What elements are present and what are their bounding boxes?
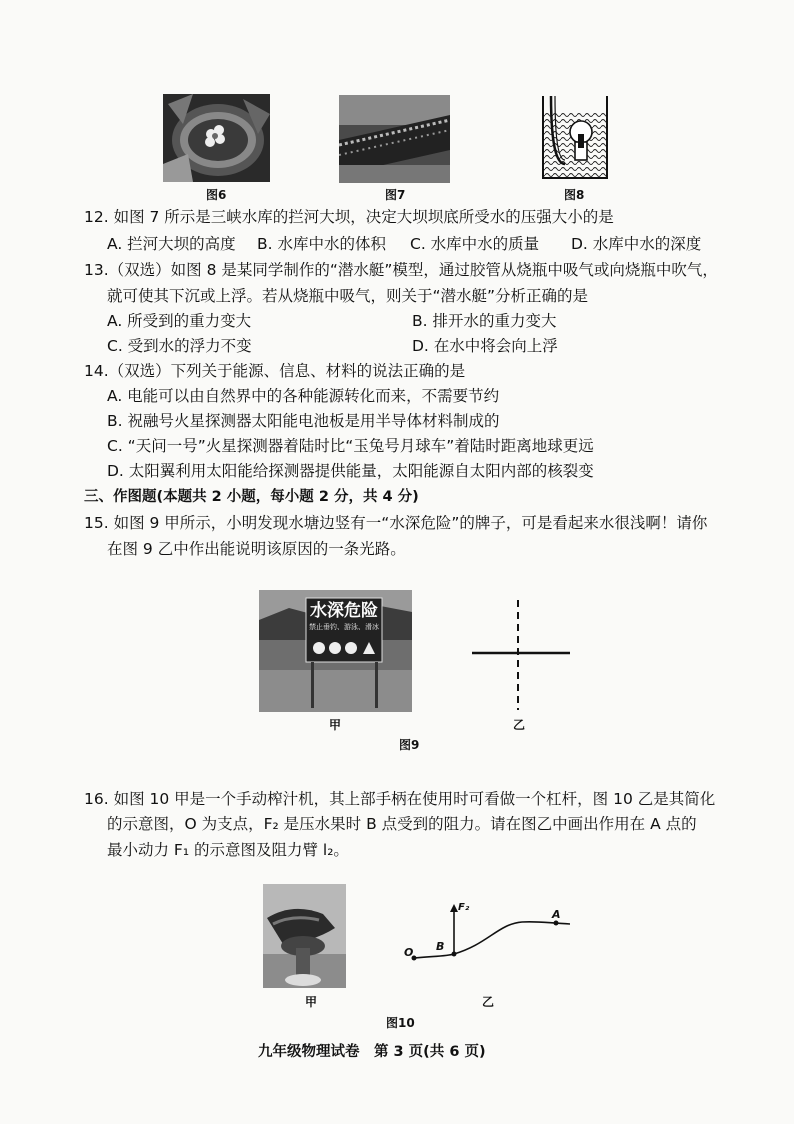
q13-option-b: B. 排开水的重力变大: [412, 312, 557, 330]
figure-8-caption: 图8: [564, 188, 585, 202]
force-f2-label: F₂: [458, 902, 470, 913]
figure-10-lever-diagram: [398, 898, 578, 970]
q14-stem: 14.（双选）下列关于能源、信息、材料的说法正确的是: [84, 362, 466, 380]
figure-6-caption: 图6: [206, 188, 227, 202]
q14-option-b: B. 祝融号火星探测器太阳能电池板是用半导体材料制成的: [107, 412, 500, 430]
figure-9-right-label: 乙: [513, 718, 526, 732]
figure-10-left-label: 甲: [305, 995, 318, 1009]
figure-6-photo: [163, 94, 270, 182]
q15-line1: 15. 如图 9 甲所示，小明发现水塘边竖有一“水深危险”的牌子，可是看起来水很浅啊！请你: [84, 514, 708, 532]
point-o-label: O: [404, 946, 414, 959]
q16-line1: 16. 如图 10 甲是一个手动榨汁机，其上部手柄在使用时可看做一个杠杆，图 10 乙是其简化: [84, 790, 716, 808]
figure-10-caption: 图10: [386, 1016, 415, 1030]
figure-10-right-label: 乙: [482, 995, 495, 1009]
q13-option-c: C. 受到水的浮力不变: [107, 337, 252, 355]
q12-option-d: D. 水库中水的深度: [571, 235, 702, 253]
section-3-heading: 三、作图题(本题共 2 小题，每小题 2 分，共 4 分): [84, 489, 419, 505]
figure-10-juicer-photo: [263, 884, 346, 988]
q16-line3: 最小动力 F₁ 的示意图及阻力臂 l₂。: [107, 841, 349, 859]
q14-option-c: C. “天问一号”火星探测器着陆时比“玉兔号月球车”着陆时距离地球更远: [107, 437, 594, 455]
q13-stem-line1: 13.（双选）如图 8 是某同学制作的“潜水艇”模型，通过胶管从烧瓶中吸气或向烧瓶中吹气，: [84, 261, 718, 279]
figure-9-caption: 图9: [399, 738, 420, 752]
page-footer: 九年级物理试卷 第 3 页(共 6 页): [258, 1044, 486, 1060]
figure-7-photo: [339, 95, 450, 183]
figure-8-diagram: [537, 94, 613, 180]
q13-option-a: A. 所受到的重力变大: [107, 312, 252, 330]
q16-line2: 的示意图，O 为支点，F₂ 是压水果时 B 点受到的阻力。请在图乙中画出作用在 A 点的: [107, 815, 697, 833]
sign-subtitle: 禁止垂钓、游泳、滑冰: [309, 623, 379, 631]
point-a-label: A: [552, 908, 561, 921]
figure-9-sign-photo: [259, 590, 412, 712]
sign-title: 水深危险: [310, 601, 378, 621]
point-b-label: B: [436, 940, 445, 953]
q12-option-b: B. 水库中水的体积: [257, 235, 386, 253]
q14-option-d: D. 太阳翼利用太阳能给探测器提供能量，太阳能源自太阳内部的核裂变: [107, 462, 594, 480]
q15-line2: 在图 9 乙中作出能说明该原因的一条光路。: [107, 540, 406, 558]
q12-option-a: A. 拦河大坝的高度: [107, 235, 236, 253]
q14-option-a: A. 电能可以由自然界中的各种能源转化而来，不需要节约: [107, 387, 500, 405]
q12-stem: 12. 如图 7 所示是三峡水库的拦河大坝，决定大坝坝底所受水的压强大小的是: [84, 208, 614, 226]
q13-option-d: D. 在水中将会向上浮: [412, 337, 558, 355]
figure-7-caption: 图7: [385, 188, 406, 202]
q13-stem-line2: 就可使其下沉或上浮。若从烧瓶中吸气，则关于“潜水艇”分析正确的是: [107, 287, 589, 305]
figure-9-left-label: 甲: [329, 718, 342, 732]
q12-option-c: C. 水库中水的质量: [410, 235, 540, 253]
figure-9-interface-diagram: [470, 600, 574, 710]
